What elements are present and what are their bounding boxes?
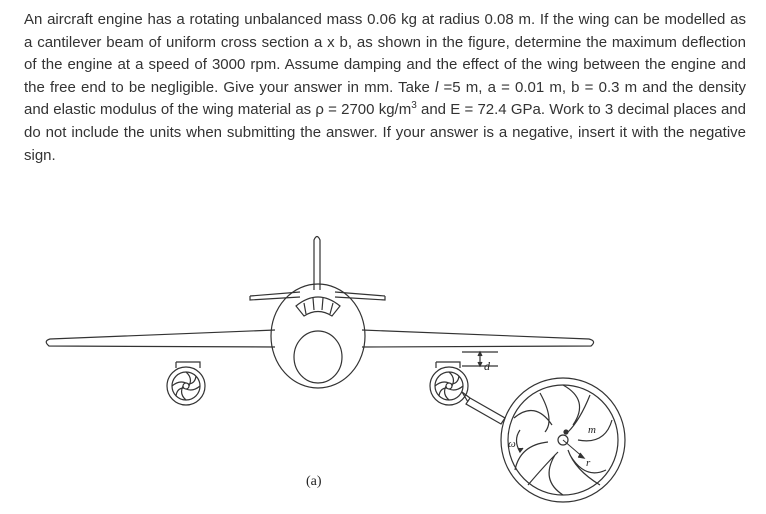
length-symbol: l xyxy=(435,78,439,96)
deflection-dimension xyxy=(462,352,498,366)
label-m: m xyxy=(588,424,596,436)
aircraft-figure xyxy=(0,220,766,514)
exponent: 3 xyxy=(411,100,417,112)
question-part-3: and E = 72.4 GPa. Work to 3 decimal places and do not include the units when submitting the answer. If your answer is a negative, insert it with the negative sign. xyxy=(24,101,746,164)
nose xyxy=(294,331,342,383)
label-r: r xyxy=(586,457,591,469)
figure-caption: (a) xyxy=(306,474,322,489)
wings xyxy=(46,330,593,347)
question-text xyxy=(24,9,746,167)
right-engine xyxy=(430,362,468,405)
left-engine xyxy=(167,362,205,405)
label-omega: ω xyxy=(508,438,516,450)
fuselage xyxy=(271,284,365,388)
engine-detail xyxy=(501,378,625,502)
detail-arrow xyxy=(462,392,505,424)
cockpit-window xyxy=(296,297,340,316)
tail-fin xyxy=(250,237,385,301)
question-part-1: An aircraft engine has a rotating unbalanced mass 0.06 kg at radius 0.08 m. If the wing can be modelled as a cantilever beam of uniform cross section a x b, as shown in the figure, determine the maximum deflection of the engine at a speed of 3000 rpm. Assume damping and the effect of the wing between the engine and the free end to be negligible. Give your answer in mm. Take xyxy=(24,11,746,96)
question-part-2: =5 m, a = 0.01 m, b = 0.3 m and the density and elastic modulus of the wing material as ρ = 2700 kg/m xyxy=(24,78,746,119)
label-d: d xyxy=(484,359,490,373)
